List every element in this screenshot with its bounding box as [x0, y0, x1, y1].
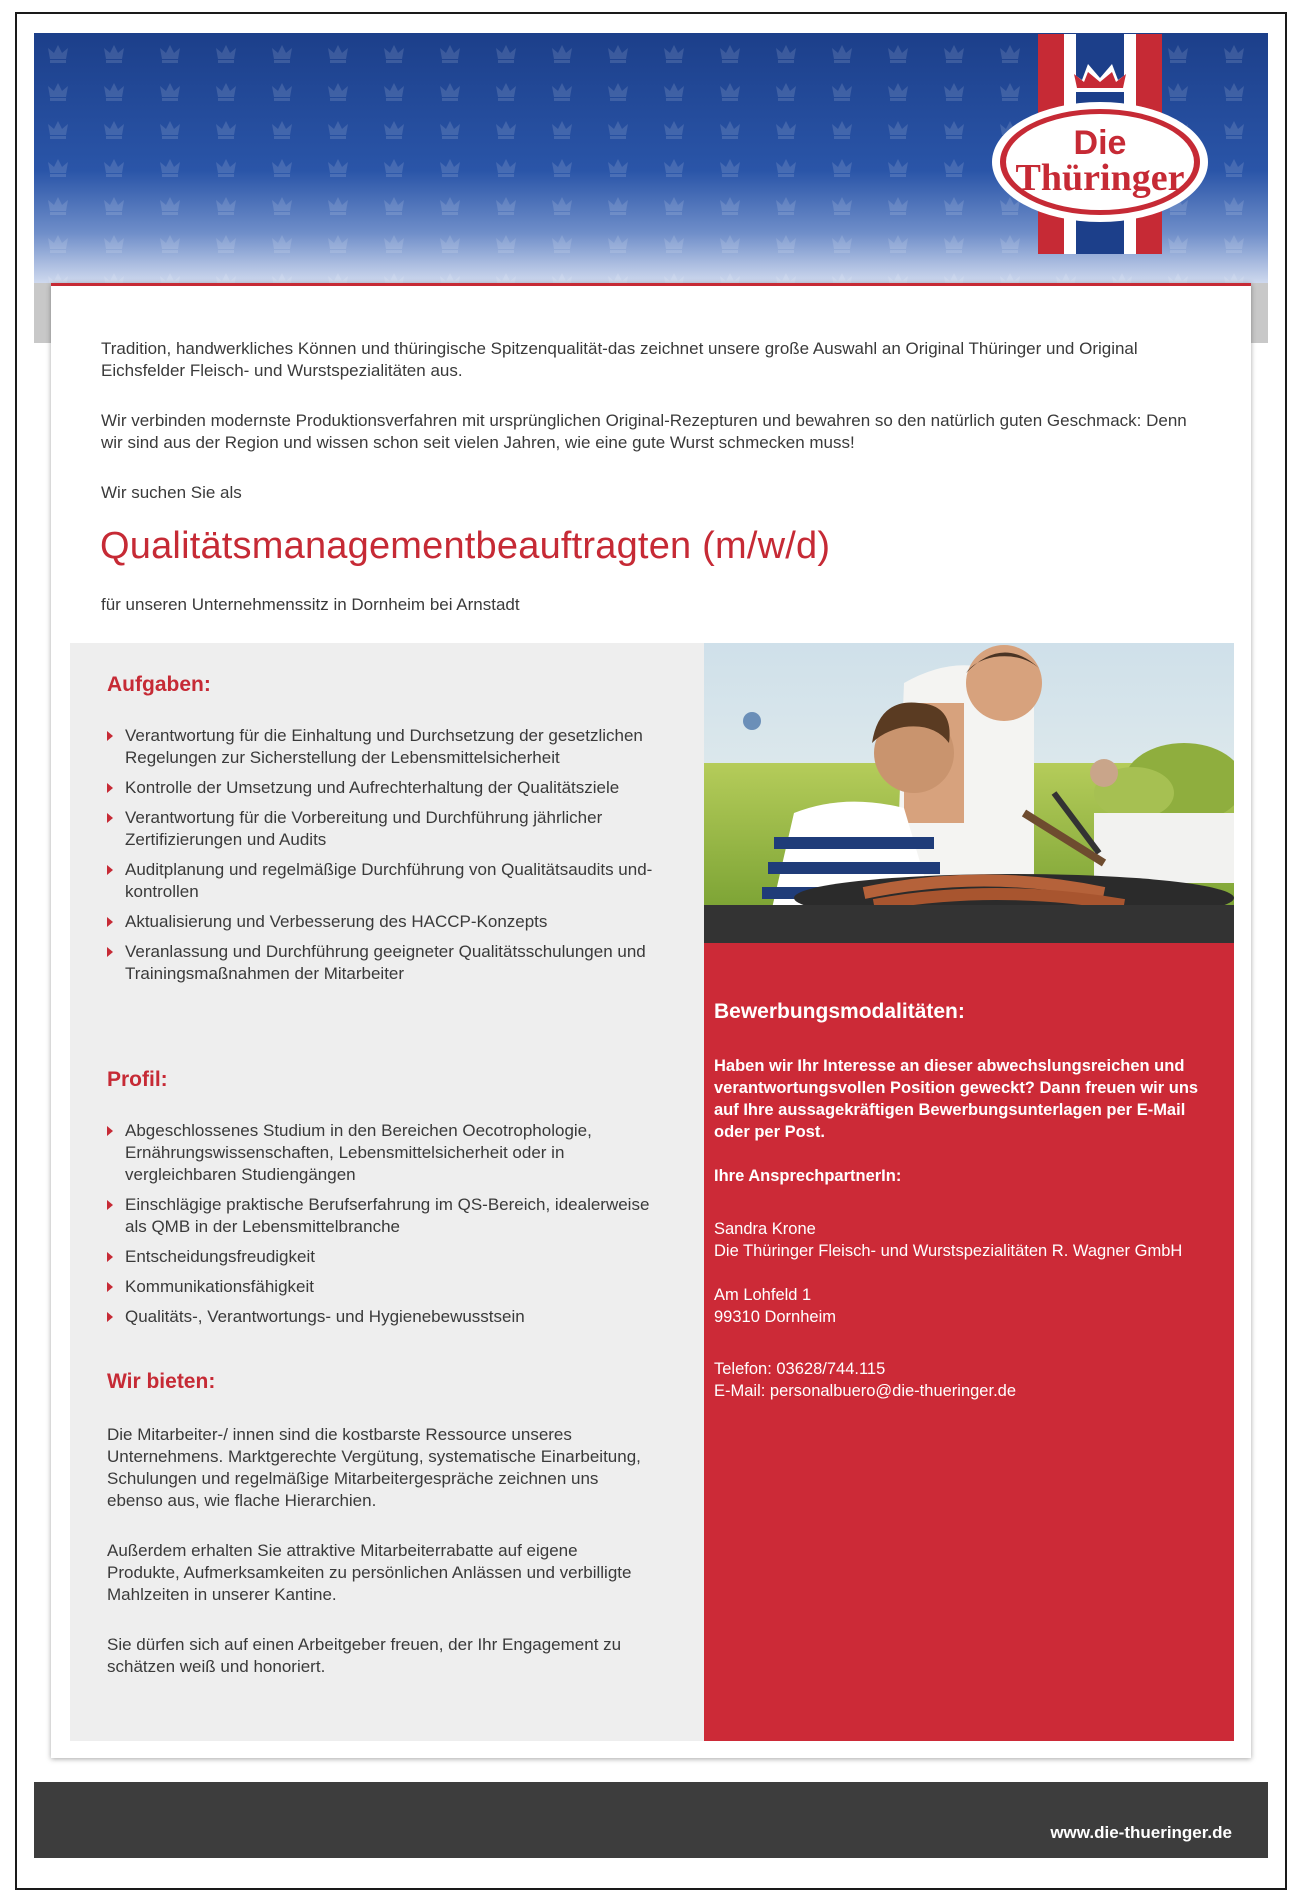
contact-company: Die Thüringer Fleisch- und Wurstspezialitäten R. Wagner GmbH [714, 1242, 1183, 1260]
bullet-arrow-icon [107, 917, 113, 927]
die-thueringer-logo [980, 34, 1220, 284]
bullet-arrow-icon [107, 1312, 113, 1322]
list-item: Aktualisierung und Verbesserung des HACCP-Konzepts [107, 911, 667, 933]
list-item: Kontrolle der Umsetzung und Aufrechterhaltung der Qualitätsziele [107, 777, 667, 799]
list-item: Abgeschlossenes Studium in den Bereichen Oecotrophologie, Ernährungswissenschaften, Lebensmittelsicherheit oder in vergleichbaren Studiengängen [107, 1120, 667, 1186]
bewerbung-heading: Bewerbungsmodalitäten: [714, 1000, 965, 1023]
bieten-paragraph-3: Sie dürfen sich auf einen Arbeitgeber freuen, der Ihr Engagement zu schätzen weiß und honoriert. [107, 1635, 622, 1676]
svg-text:Die: Die [1073, 124, 1127, 162]
contact-heading: Ihre AnsprechpartnerIn: [714, 1167, 902, 1185]
grilling-photo [704, 643, 1234, 943]
contact-phone[interactable]: Telefon: 03628/744.115 [714, 1360, 886, 1378]
list-item: Veranlassung und Durchführung geeigneter Qualitätsschulungen und Trainingsmaßnahmen der Mitarbeiter [107, 941, 667, 985]
list-item: Verantwortung für die Vorbereitung und Durchführung jährlicher Zertifizierungen und Audits [107, 807, 667, 851]
bullet-arrow-icon [107, 1282, 113, 1292]
bieten-heading: Wir bieten: [107, 1370, 216, 1393]
list-item: Auditplanung und regelmäßige Durchführung von Qualitätsaudits und-kontrollen [107, 859, 667, 903]
aufgaben-heading: Aufgaben: [107, 673, 211, 696]
bullet-arrow-icon [107, 947, 113, 957]
aufgaben-list [107, 725, 667, 993]
bullet-arrow-icon [107, 865, 113, 875]
list-item: Qualitäts-, Verantwortungs- und Hygienebewusstsein [107, 1306, 667, 1328]
bieten-paragraph-1: Die Mitarbeiter-/ innen sind die kostbarste Ressource unseres Unternehmens. Marktgerechte Vergütung, systematische Einarbeitung, Schulungen und regelmäßige Mitarbeitergespräche zeichnen uns ebenso aus, wie flache Hierarchien. [107, 1425, 641, 1510]
contact-email-link[interactable]: E-Mail: personalbuero@die-thueringer.de [714, 1382, 1017, 1400]
intro-paragraph-2: Wir verbinden modernste Produktionsverfahren mit ursprünglichen Original-Rezepturen und bewahren so den natürlich guten Geschmack: Denn wir sind aus der Region und wissen schon seit vielen Jahren, wie eine gute Wurst schmecken muss! [101, 411, 1187, 452]
list-item: Verantwortung für die Einhaltung und Durchsetzung der gesetzlichen Regelungen zur Sicherstellung der Lebensmittelsicherheit [107, 725, 667, 769]
list-item: Entscheidungsfreudigkeit [107, 1246, 667, 1268]
bullet-arrow-icon [107, 1200, 113, 1210]
job-location: für unseren Unternehmenssitz in Dornheim bei Arnstadt [101, 595, 520, 614]
contact-city: 99310 Dornheim [714, 1308, 836, 1326]
website-link[interactable]: www.die-thueringer.de [1050, 1823, 1232, 1842]
list-item: Einschlägige praktische Berufserfahrung im QS-Bereich, idealerweise als QMB in der Lebensmittelbranche [107, 1194, 667, 1238]
bullet-arrow-icon [107, 813, 113, 823]
intro-paragraph-3: Wir suchen Sie als [101, 483, 242, 502]
bullet-arrow-icon [107, 731, 113, 741]
list-item: Kommunikationsfähigkeit [107, 1276, 667, 1298]
svg-text:Thüringer: Thüringer [1015, 157, 1185, 199]
profil-heading: Profil: [107, 1068, 168, 1091]
bewerbung-text: Haben wir Ihr Interesse an dieser abwechslungsreichen und verantwortungsvollen Position geweckt? Dann freuen wir uns auf Ihre aussagekräftigen Bewerbungsunterlagen per E-Mail oder per Post. [714, 1057, 1199, 1141]
job-title: Qualitätsmanagementbeauftragten (m/w/d) [100, 525, 831, 567]
bullet-arrow-icon [107, 1126, 113, 1136]
profil-list [107, 1120, 667, 1336]
bullet-arrow-icon [107, 1252, 113, 1262]
contact-street: Am Lohfeld 1 [714, 1286, 812, 1304]
contact-name: Sandra Krone [714, 1220, 816, 1238]
footer-bar [34, 1782, 1268, 1858]
bullet-arrow-icon [107, 783, 113, 793]
bieten-paragraph-2: Außerdem erhalten Sie attraktive Mitarbeiterrabatte auf eigene Produkte, Aufmerksamkeiten zu persönlichen Anlässen und verbilligte Mahlzeiten in unserer Kantine. [107, 1541, 632, 1604]
intro-paragraph-1: Tradition, handwerkliches Können und thüringische Spitzenqualität-das zeichnet unsere große Auswahl an Original Thüringer und Original Eichsfelder Fleisch- und Wurstspezialitäten aus. [101, 339, 1138, 380]
photo-illustration [704, 643, 1234, 943]
